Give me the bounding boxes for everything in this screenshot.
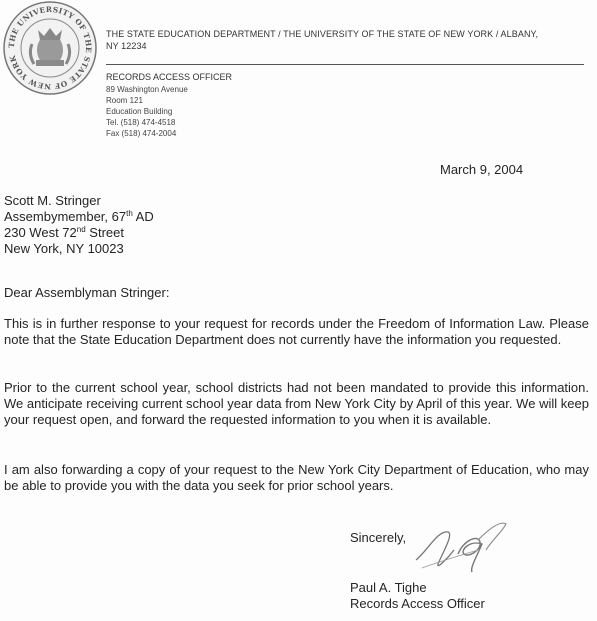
signer-name: Paul A. Tighe <box>350 580 427 595</box>
address-line: Room 121 <box>106 96 143 105</box>
recipient-title: Assembymember, 67th AD <box>4 209 154 224</box>
recipient-block <box>4 193 154 257</box>
address-line: Tel. (518) 474-4518 <box>106 118 176 127</box>
address-line: Education Building <box>106 107 173 116</box>
department-line: THE STATE EDUCATION DEPARTMENT / THE UNIVERSITY OF THE STATE OF NEW YORK / ALBANY, <box>106 29 539 39</box>
handwritten-signature <box>408 510 516 578</box>
signer-block <box>350 580 485 612</box>
svg-text:THE UNIVERSITY OF THE STATE OF: THE UNIVERSITY OF THE STATE OF NEW YORK <box>6 4 94 92</box>
recipient-city: New York, NY 10023 <box>4 241 124 256</box>
salutation: Dear Assemblyman Stringer: <box>4 285 170 300</box>
body-paragraph: This is in further response to your request for records under the Freedom of Information Law. Please note that the State Education Department does not currently have the information you requested. <box>4 316 589 347</box>
recipient-name: Scott M. Stringer <box>4 193 101 208</box>
address-line: 89 Washington Avenue <box>106 85 188 94</box>
office-name: RECORDS ACCESS OFFICER <box>106 72 233 82</box>
letterhead-department <box>106 28 586 52</box>
body-paragraph: Prior to the current school year, school districts had not been mandated to provide this information. We anticipate receiving current school year data from New York City by April of this year. We will keep your request open, and forward the requested information to you when it is available. <box>4 380 589 427</box>
letter-date: March 9, 2004 <box>440 162 524 177</box>
signer-title: Records Access Officer <box>350 596 485 611</box>
closing: Sincerely, <box>350 530 407 545</box>
office-address <box>106 84 188 139</box>
zip-line: NY 12234 <box>106 41 147 51</box>
address-line: Fax (518) 474-2004 <box>106 129 177 138</box>
recipient-street: 230 West 72nd Street <box>4 225 124 240</box>
letterhead-rule <box>106 64 584 65</box>
body-paragraph: I am also forwarding a copy of your request to the New York City Department of Education, who may be able to provide you with the data you seek for prior school years. <box>4 462 589 493</box>
state-university-seal <box>2 0 98 96</box>
